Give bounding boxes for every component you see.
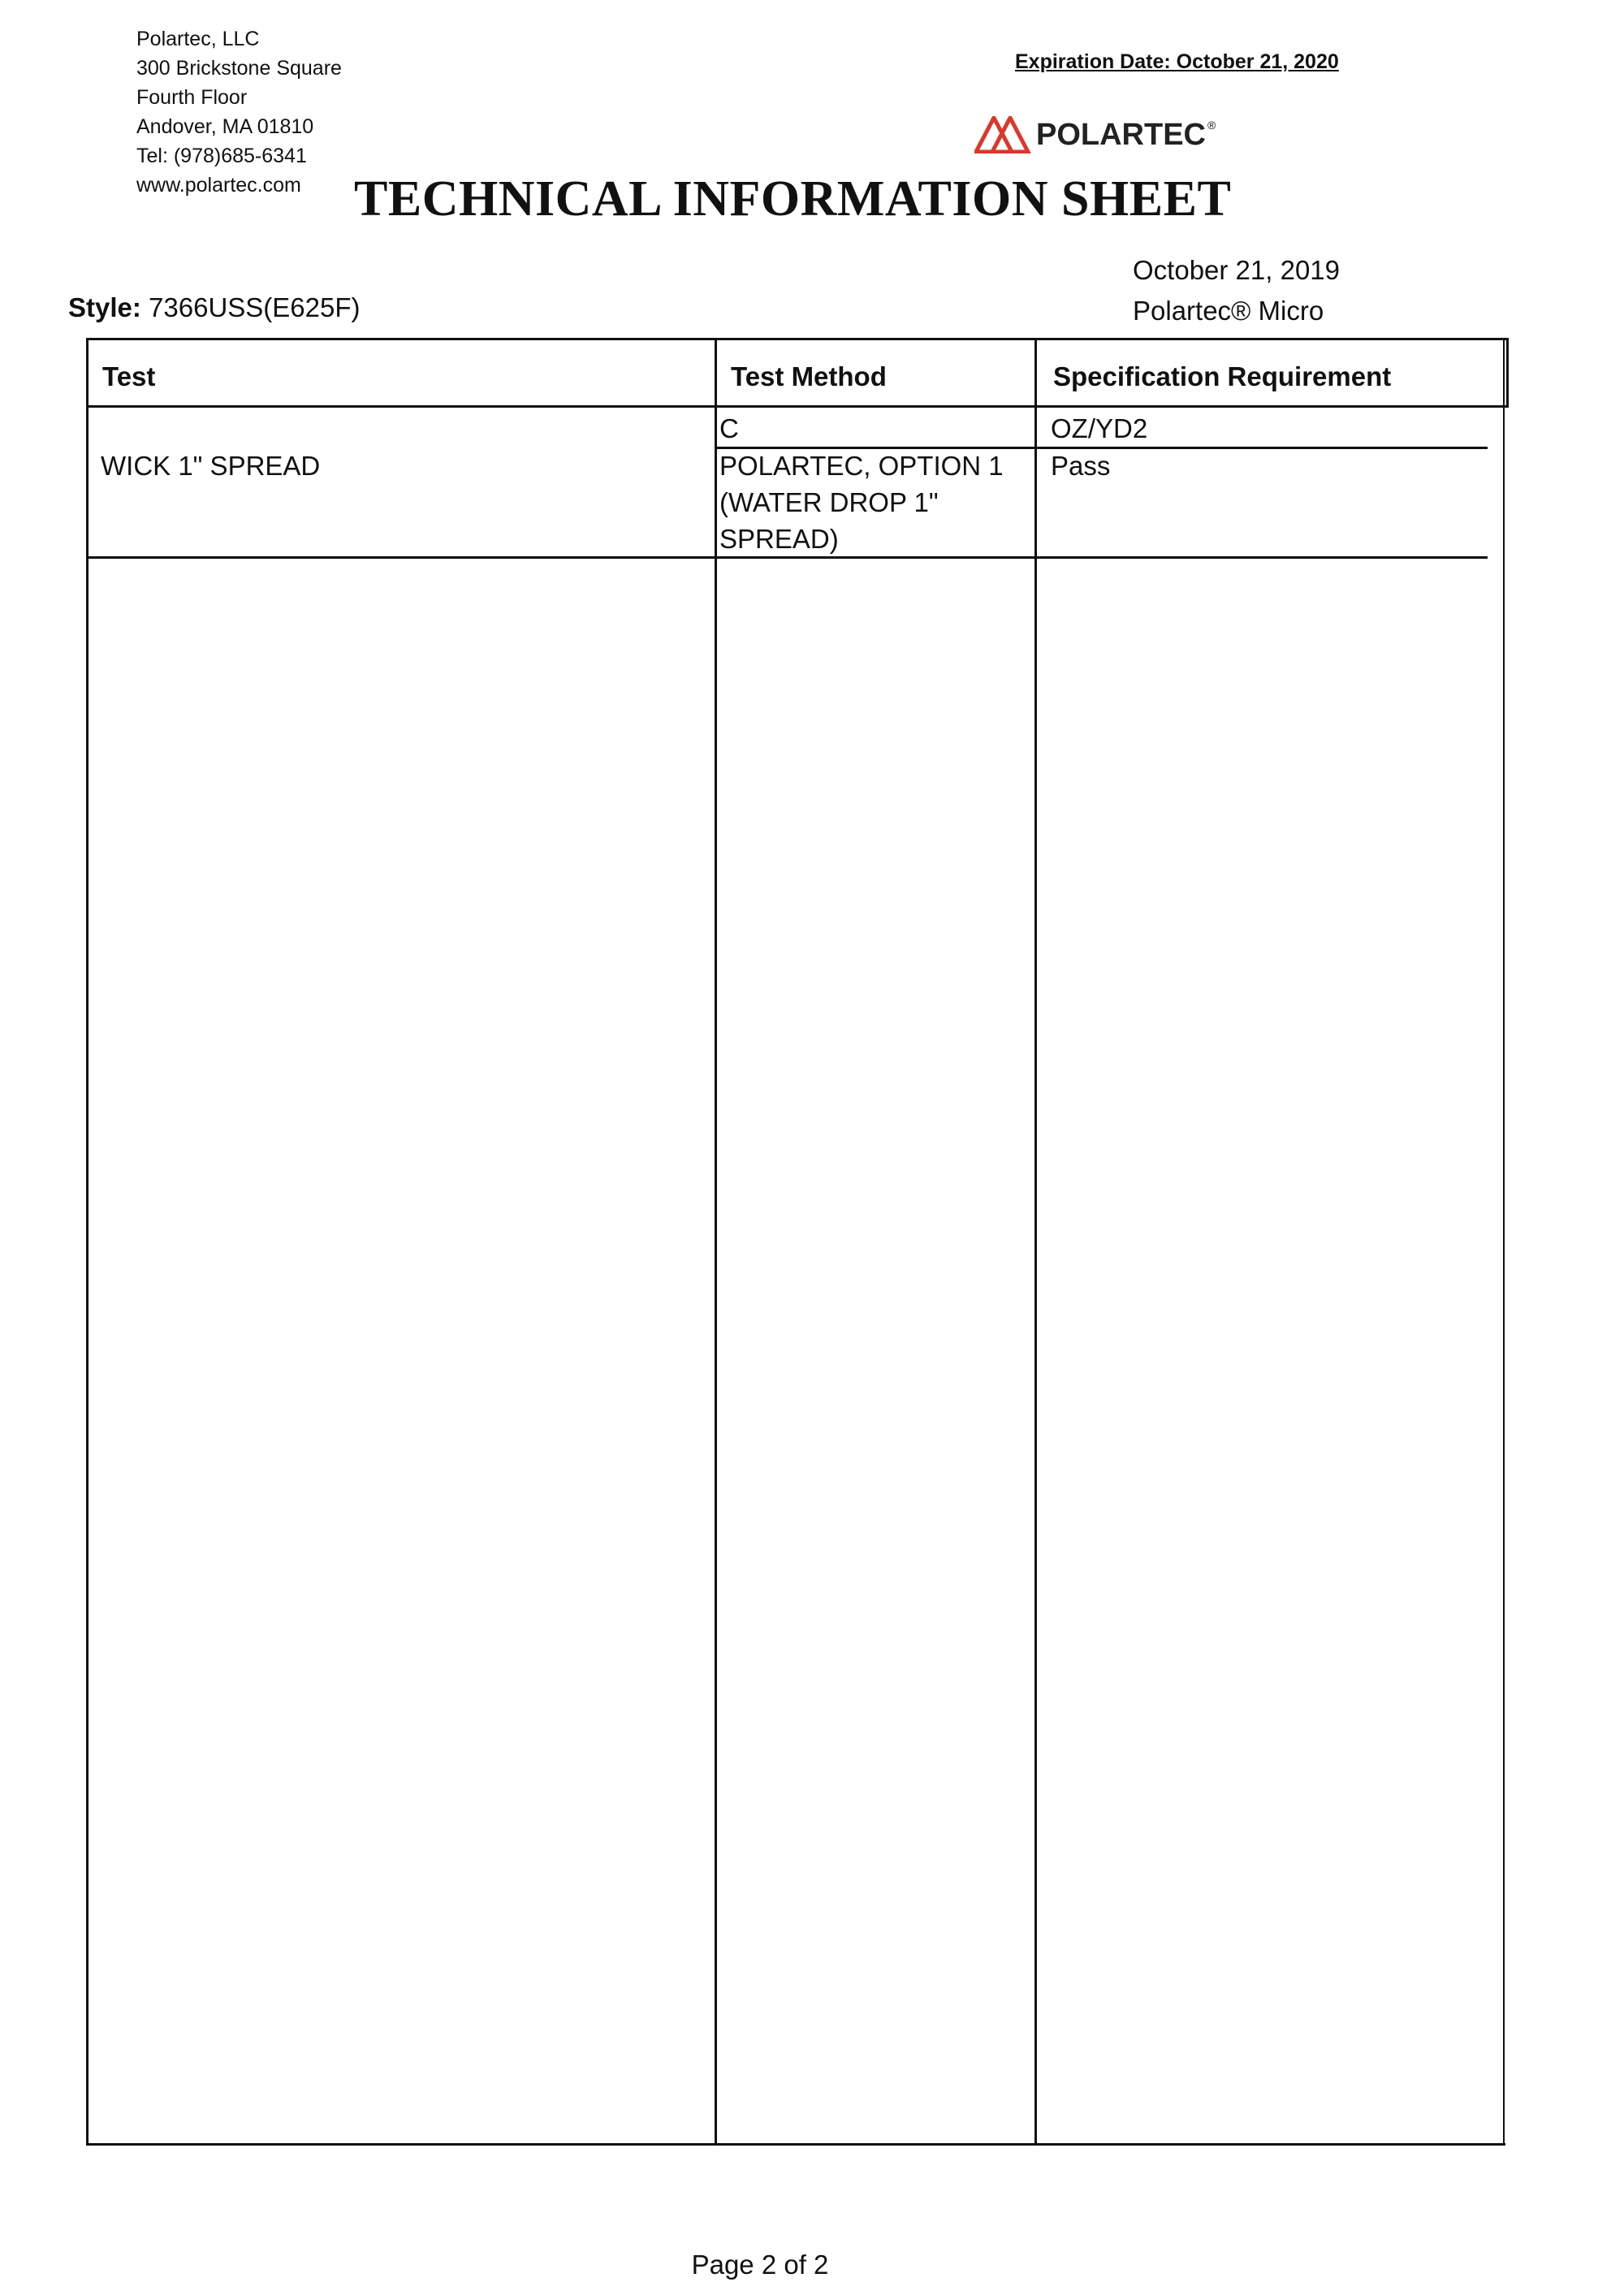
polartec-logo xyxy=(974,115,1216,154)
table-header-bottom-border xyxy=(86,405,1509,408)
row1-method-line2: (WATER DROP 1" xyxy=(719,487,939,517)
company-address-line2: Fourth Floor xyxy=(136,86,248,109)
row1-method-line1: POLARTEC, OPTION 1 xyxy=(719,451,1004,481)
company-city: Andover, MA 01810 xyxy=(136,115,314,138)
table-right-inner-border xyxy=(1503,338,1505,2145)
row1-test: WICK 1" SPREAD xyxy=(101,451,321,481)
company-address xyxy=(136,24,342,200)
style-label: Style: xyxy=(68,292,141,322)
table-right-border xyxy=(1506,338,1509,408)
company-website: www.polartec.com xyxy=(136,174,301,197)
page-number-text: Page 2 of 2 xyxy=(691,2250,829,2280)
header-test-method: Test Method xyxy=(731,361,887,391)
issue-date: October 21, 2019 xyxy=(1133,255,1341,285)
row0-method: C xyxy=(719,413,739,443)
table-top-border xyxy=(86,338,1509,340)
header-specification: Specification Requirement xyxy=(1053,361,1392,391)
row1-spec: Pass xyxy=(1051,451,1111,481)
product-name: Polartec® Micro xyxy=(1133,296,1324,326)
row-separator-2 xyxy=(86,556,1488,559)
logo-registered-mark: ® xyxy=(1207,119,1216,132)
column-divider-1 xyxy=(715,338,717,2145)
company-name: Polartec, LLC xyxy=(136,28,260,50)
company-address-line1: 300 Brickstone Square xyxy=(136,57,342,80)
page-number xyxy=(0,2250,1624,2280)
row1-method-line3: SPREAD) xyxy=(719,524,839,554)
page-title: TECHNICAL INFORMATION SHEET xyxy=(354,171,1232,227)
row1-method xyxy=(719,447,1004,557)
logo-wordmark: POLARTEC xyxy=(1036,117,1206,152)
expiration-date: Expiration Date: October 21, 2020 xyxy=(1015,50,1339,73)
row0-spec: OZ/YD2 xyxy=(1051,413,1148,443)
header-test: Test xyxy=(102,361,156,391)
polartec-triangle-icon xyxy=(974,116,1031,153)
style-value: 7366USS(E625F) xyxy=(149,292,361,322)
table-left-border xyxy=(86,338,89,2145)
style-info xyxy=(68,292,361,323)
company-phone: Tel: (978)685-6341 xyxy=(136,145,307,167)
column-divider-2 xyxy=(1034,338,1037,2145)
row-separator-1 xyxy=(715,447,1488,449)
table-bottom-border xyxy=(86,2143,1505,2146)
